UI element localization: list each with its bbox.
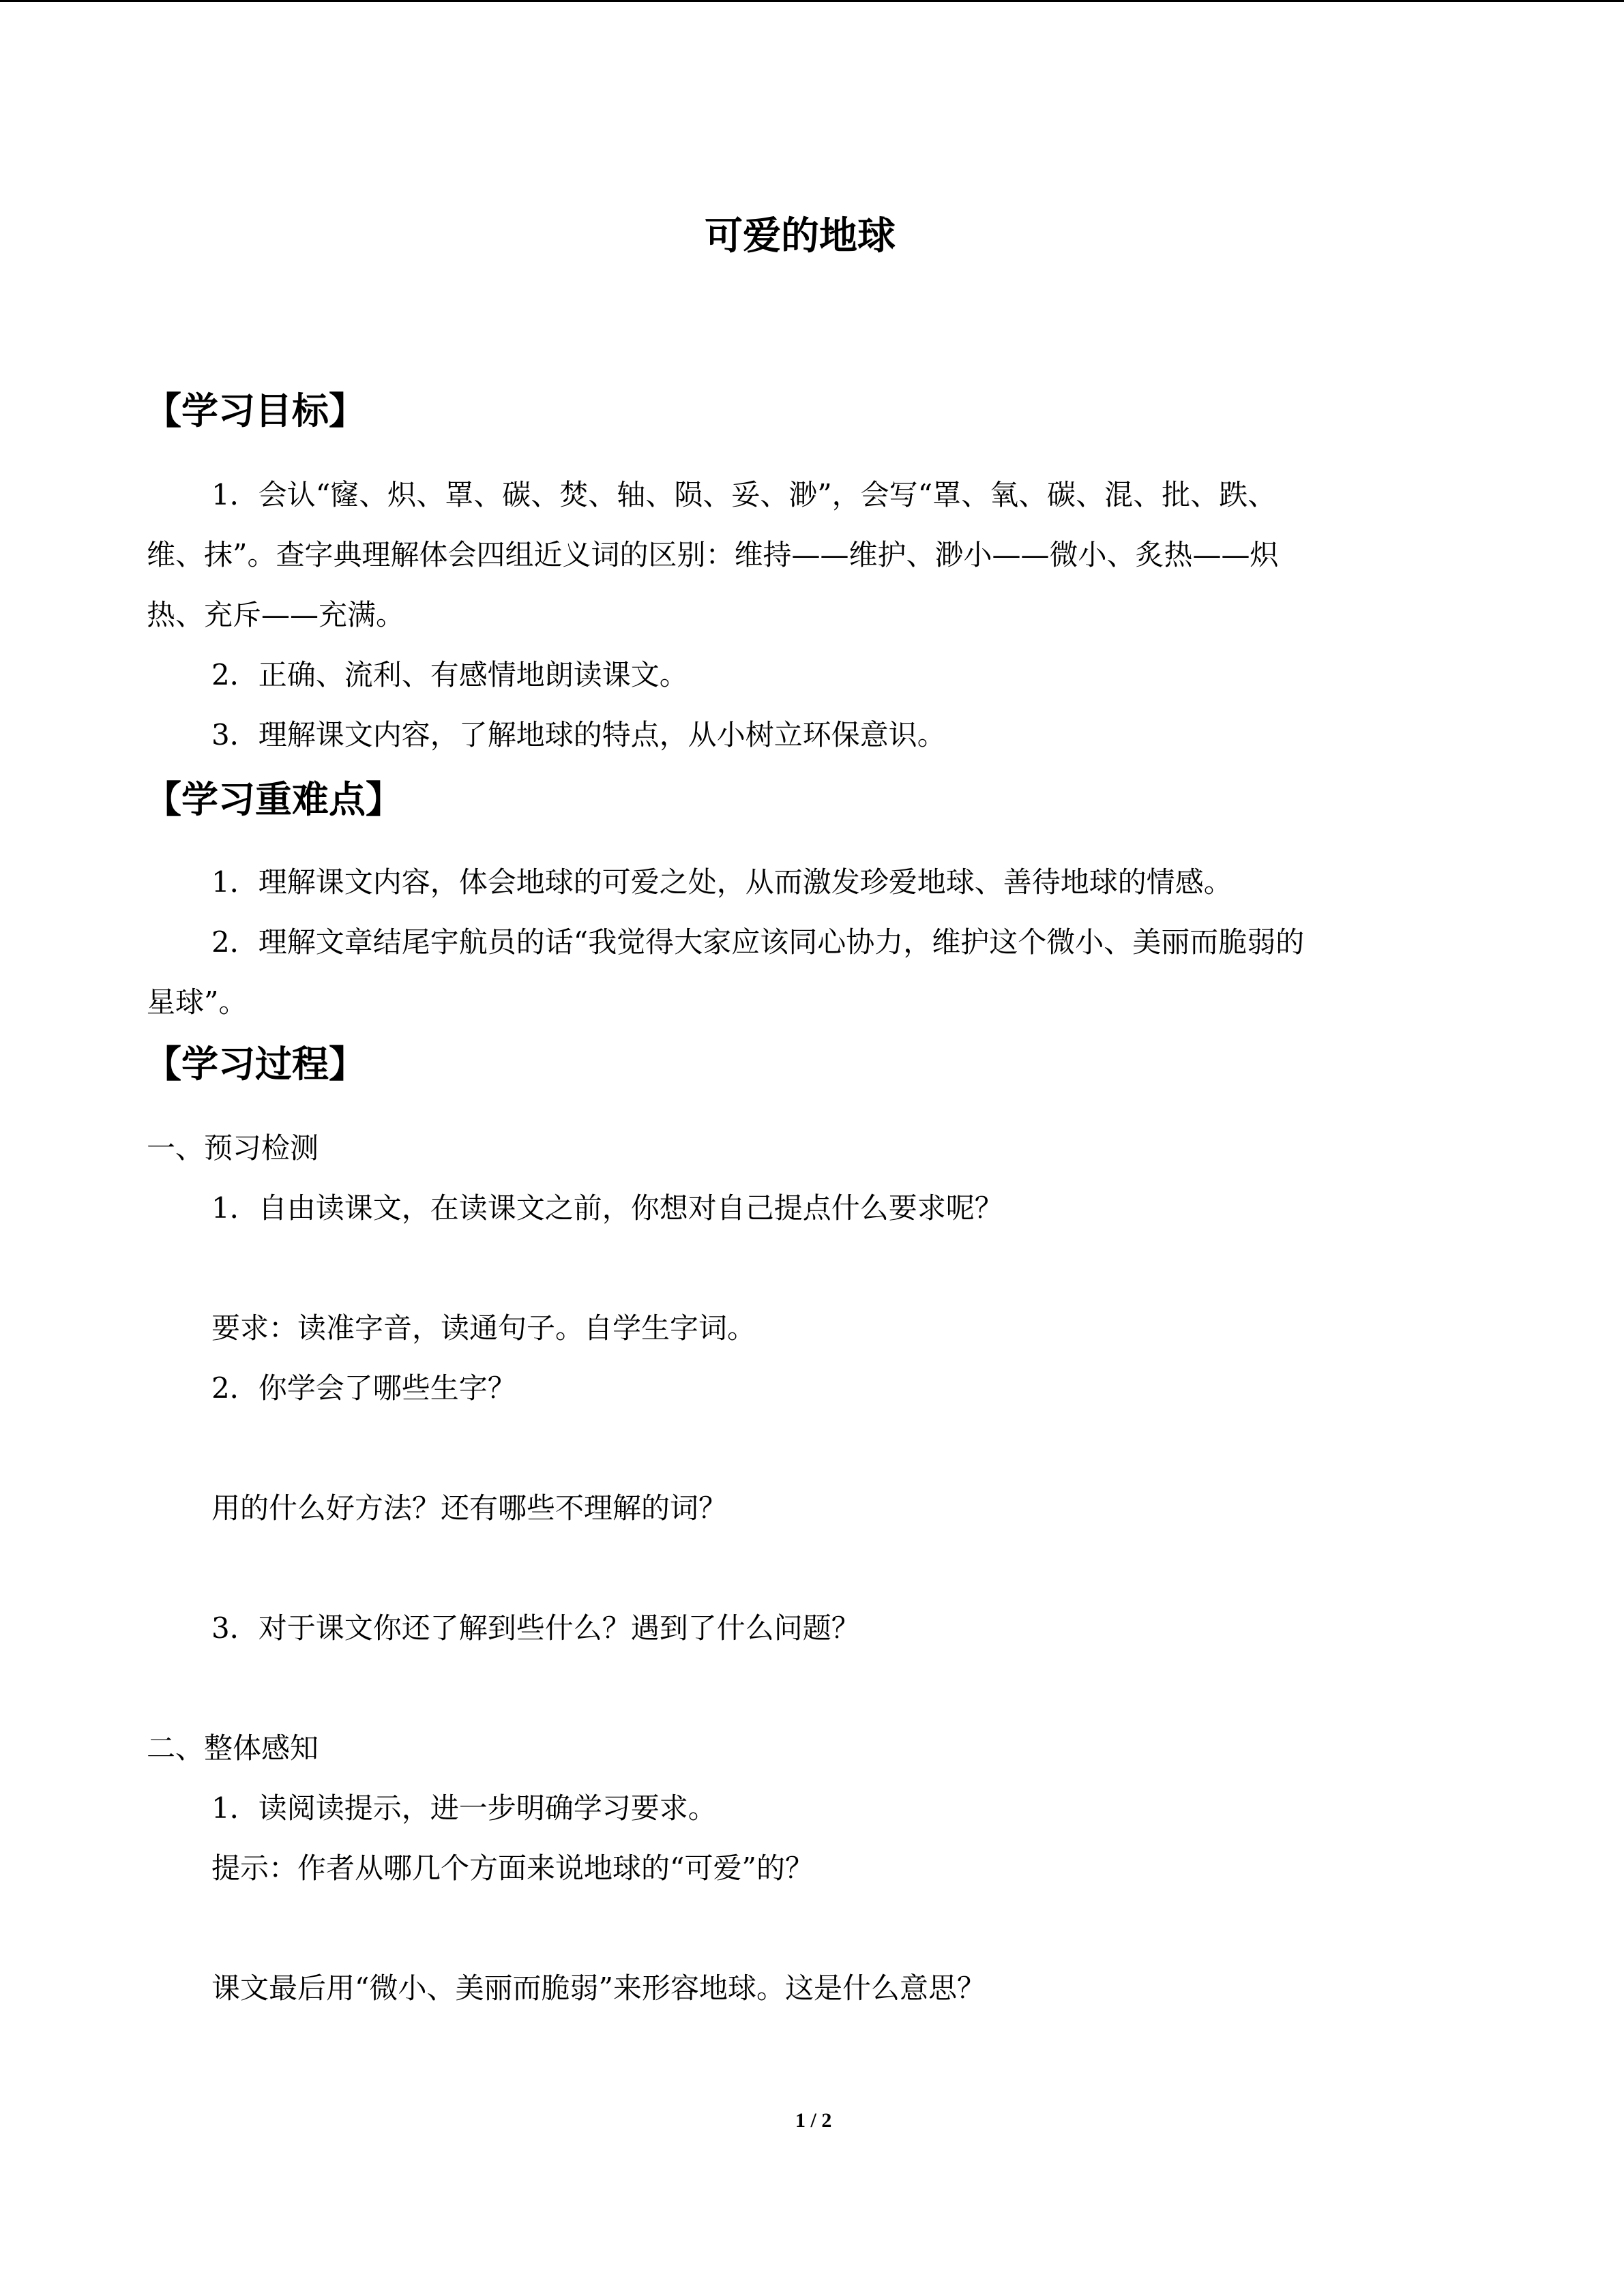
part-title-preview-check: 一、预习检测 (147, 1131, 319, 1165)
process-line: 1．自由读课文，在读课文之前，你想对自己提点什么要求呢？ (211, 1191, 1003, 1225)
goal-line: 2．正确、流利、有感情地朗读课文。 (211, 658, 688, 691)
process-line: 3．对于课文你还了解到些什么？遇到了什么问题？ (211, 1611, 860, 1645)
goal-line: 维、抹”。查字典理解体会四组近义词的区别：维持——维护、渺小——微小、炙热——炽 (147, 538, 1279, 571)
part-title-overall-perception: 二、整体感知 (147, 1731, 319, 1765)
section-heading-key-points: 【学习重难点】 (145, 777, 402, 821)
key-point-line: 1．理解课文内容，体会地球的可爱之处，从而激发珍爱地球、善待地球的情感。 (211, 865, 1232, 899)
process-line: 2．你学会了哪些生字？ (211, 1371, 516, 1405)
goal-line: 1．会认“窿、炽、罩、碳、焚、轴、陨、妥、渺”，会写“罩、氧、碳、混、批、跌、 (211, 478, 1277, 511)
process-line: 1．读阅读提示，进一步明确学习要求。 (211, 1791, 717, 1825)
page-number: 1 / 2 (795, 2109, 832, 2132)
goal-line: 3．理解课文内容，了解地球的特点，从小树立环保意识。 (211, 718, 946, 751)
process-line: 要求：读准字音，读通句子。自学生字词。 (211, 1311, 756, 1345)
process-line: 课文最后用“微小、美丽而脆弱”来形容地球。这是什么意思？ (211, 1971, 986, 2005)
top-border-line (0, 0, 1624, 2)
section-heading-goals: 【学习目标】 (145, 389, 366, 432)
section-heading-process: 【学习过程】 (145, 1042, 366, 1086)
key-point-line: 星球”。 (147, 985, 248, 1019)
process-line: 提示：作者从哪几个方面来说地球的“可爱”的？ (211, 1851, 814, 1885)
document-title: 可爱的地球 (705, 213, 896, 258)
process-line: 用的什么好方法？还有哪些不理解的词？ (211, 1491, 728, 1525)
goal-line: 热、充斥——充满。 (147, 598, 405, 631)
key-point-line: 2．理解文章结尾宇航员的话“我觉得大家应该同心协力，维护这个微小、美丽而脆弱的 (211, 925, 1305, 959)
